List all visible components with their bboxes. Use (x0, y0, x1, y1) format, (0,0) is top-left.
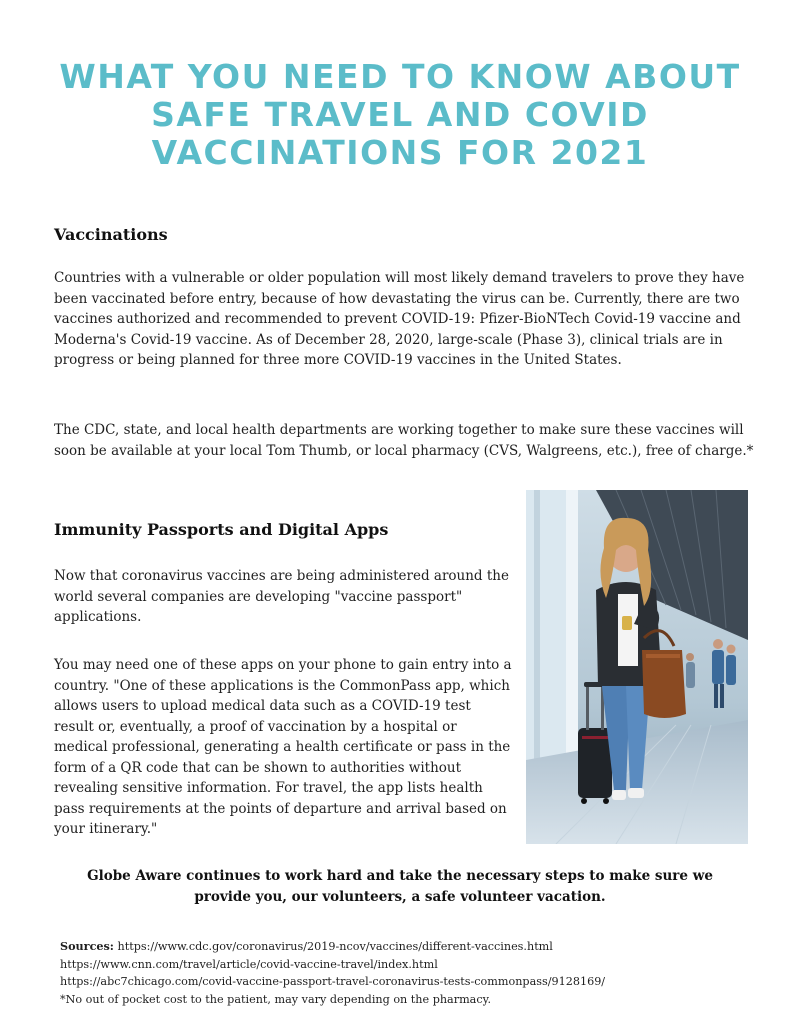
source-link-1[interactable]: https://www.cdc.gov/coronavirus/2019-ncov/vaccines/different-vaccines.html (117, 940, 553, 953)
page-title: WHAT YOU NEED TO KNOW ABOUT SAFE TRAVEL AND COVID VACCINATIONS FOR 2021 (59, 57, 741, 172)
heading-vaccinations: Vaccinations (54, 225, 168, 244)
closing-statement: Globe Aware continues to work hard and take the necessary steps to make sure we provide you, our volunteers, a safe volunteer vacation. (87, 868, 713, 905)
source-link-3[interactable]: https://abc7chicago.com/covid-vaccine-passport-travel-coronavirus-tests-commonpass/9128169/ (60, 975, 606, 988)
sources-block (60, 938, 760, 1008)
vaccinations-paragraph-1: Countries with a vulnerable or older population will most likely demand travelers to prove they have been vaccinated before entry, because of how devastating the virus can be. Currently, there are two vaccines authorized and recommended to prevent COVID-19: Pfizer-BioNTech Covid-19 vaccine and Moderna's Covid-19 vaccine. As of December 28, 2020, large-scale (Phase 3), clinical trials are in progress or being planned for three more COVID-19 vaccines in the United States. (54, 270, 745, 368)
immunity-paragraph-1: Now that coronavirus vaccines are being administered around the world several companies are developing "vaccine passport" applications. (54, 568, 509, 625)
source-link-2[interactable]: https://www.cnn.com/travel/article/covid-vaccine-travel/index.html (60, 957, 438, 971)
vaccinations-paragraph-2: The CDC, state, and local health departments are working together to make sure these vaccines will soon be available at your local Tom Thumb, or local pharmacy (CVS, Walgreens, etc.), free of charge.* (54, 422, 754, 459)
traveler-photo (526, 490, 748, 844)
source-line-1 (60, 938, 760, 956)
immunity-paragraph-2: You may need one of these apps on your phone to gain entry into a country. "One of these applications is the CommonPass app, which allows users to upload medical data such as a COVID-19 test result or, eventually, a proof of vaccination by a hospital or medical professional, generating a health certificate or pass in the form of a QR code that can be shown to authorities without revealing sensitive information. For travel, the app lists health pass requirements at the points of departure and arrival based on your itinerary." (54, 657, 512, 837)
heading-immunity-passports: Immunity Passports and Digital Apps (54, 520, 389, 539)
sources-label: Sources: (60, 939, 114, 953)
footnote: *No out of pocket cost to the patient, may vary depending on the pharmacy. (60, 992, 492, 1006)
